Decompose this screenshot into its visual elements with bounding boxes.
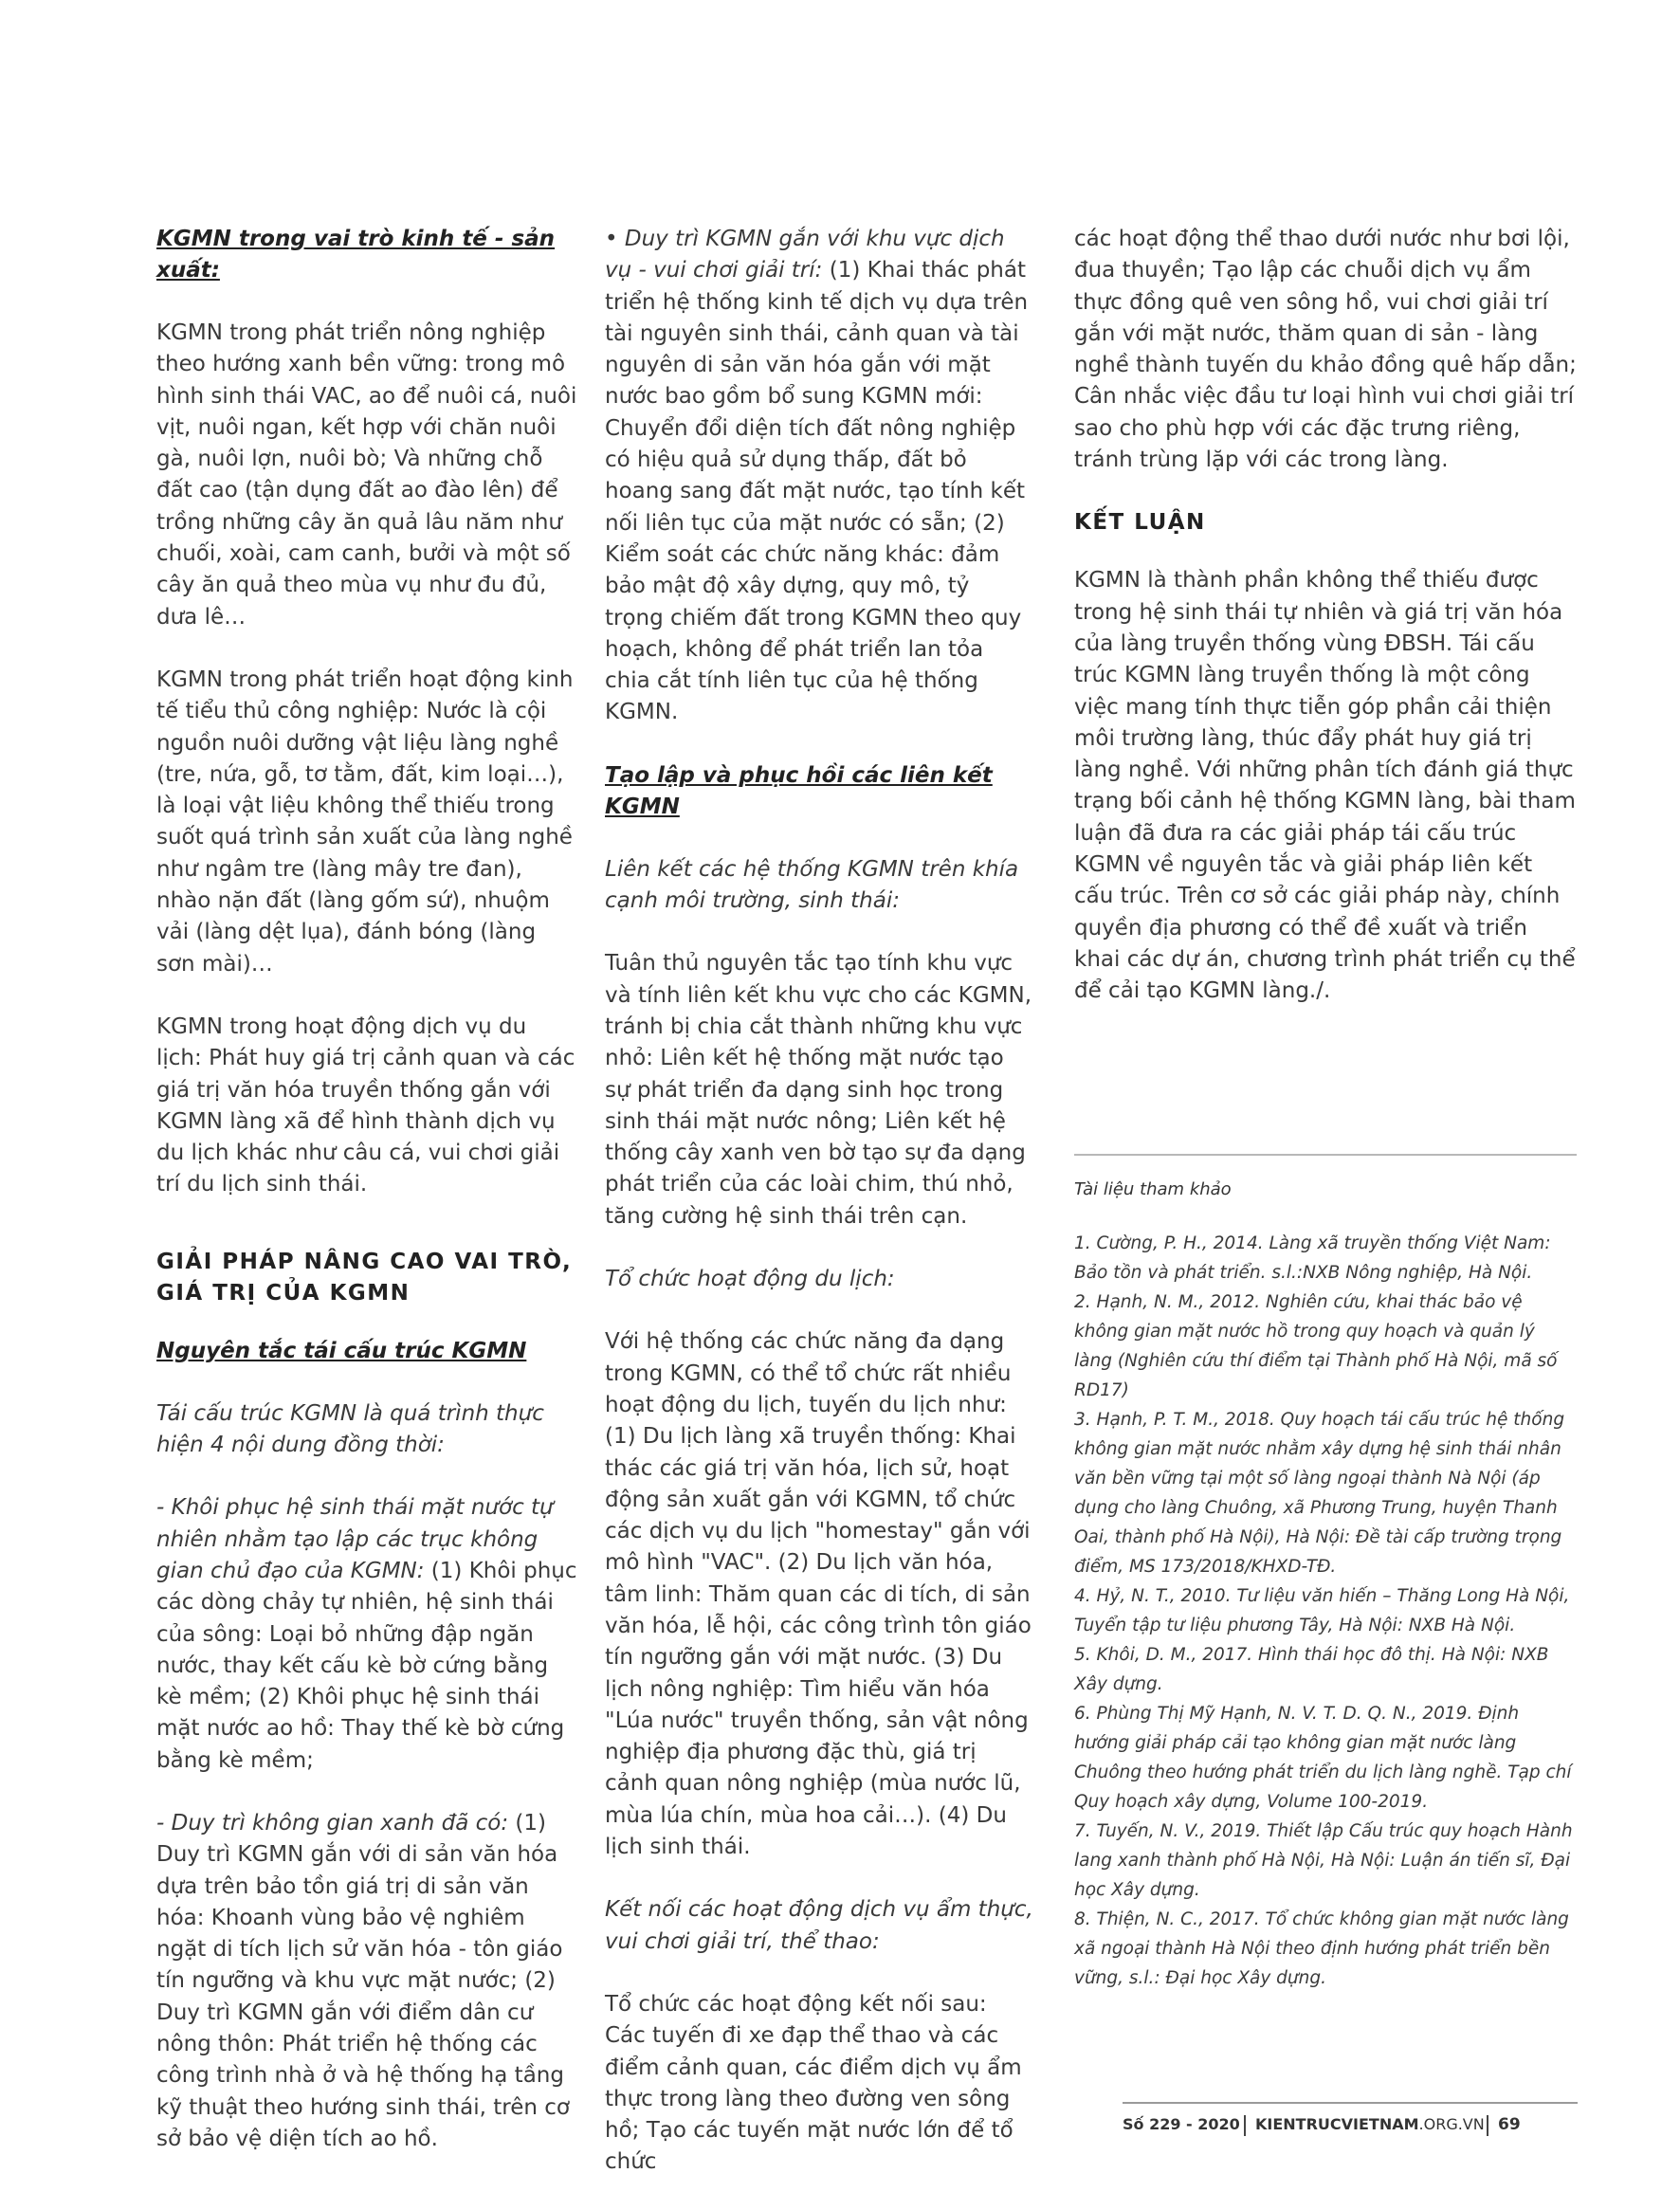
paragraph-body: (1) Khai thác phát triển hệ thống kinh tế dịch vụ dựa trên tài nguyên sinh thái, cảnh quan và tài nguyên di sản văn hóa gắn với mặt nước bao gồm bổ sung KGMN mới: Chuyển đổi diện tích đất nông nghiệp có hiệu quả sử dụng thấp, đất bỏ hoang sang đất mặt nước, tạo tính kết nối liên tục của mặt nước có sẵn; (2) Kiểm soát các chức năng khác: đảm bảo mật độ xây dựng, quy mô, tỷ trọng chiếm đất trong KGMN theo quy hoạch, không để phát triển lan tỏa chia cắt tính liên tục của hệ thống KGMN. bbox=[605, 258, 1029, 725]
paragraph: KGMN trong hoạt động dịch vụ du lịch: Phát huy giá trị cảnh quan và các giá trị văn hóa truyền thống gắn với KGMN làng xã để hình thành dịch vụ du lịch khác như câu cá, vui chơi giải trí du lịch sinh thái. bbox=[156, 1014, 575, 1197]
section-heading-conclusion: KẾT LUẬN bbox=[1074, 510, 1206, 536]
column-2 bbox=[605, 224, 1033, 2210]
reference-item: 2. Hạnh, N. M., 2012. Nghiên cứu, khai thác bảo vệ không gian mặt nước hồ trong quy hoạch và quản lý làng (Nghiên cứu thí điểm tại Thành phố Hà Nội, mã số RD17) bbox=[1074, 1292, 1558, 1400]
paragraph-italic: Tổ chức hoạt động du lịch: bbox=[605, 1267, 895, 1292]
footer-divider bbox=[1123, 2102, 1578, 2104]
site-name-bold: KIENTRUCVIETNAM bbox=[1255, 2115, 1419, 2133]
paragraph: Tuân thủ nguyên tắc tạo tính khu vực và tính liên kết khu vực cho các KGMN, tránh bị chia cắt thành những khu vực nhỏ: Liên kết hệ thống mặt nước tạo sự phát triển đa dạng sinh học trong sinh thái mặt nước nông; Liên kết hệ thống cây xanh ven bờ tạo sự đa dạng phát triển của các loài chim, thú nhỏ, tăng cường hệ sinh thái trên cạn. bbox=[605, 951, 1032, 1229]
site-name bbox=[1255, 2115, 1485, 2133]
footer-separator bbox=[1244, 2115, 1246, 2136]
italic-lead: • Duy trì KGMN gắn với khu vực dịch vụ - vui chơi giải trí: bbox=[605, 227, 1005, 283]
reference-item: 6. Phùng Thị Mỹ Hạnh, N. V. T. D. Q. N., 2019. Định hướng giải pháp cải tạo không gian mặt nước làng Chuông theo hướng phát triển du lịch làng nghề. Tạp chí Quy hoạch xây dựng, Volume 100-2019. bbox=[1074, 1704, 1572, 1812]
paragraph bbox=[156, 1808, 578, 2155]
paragraph: KGMN trong phát triển hoạt động kinh tế tiểu thủ công nghiệp: Nước là cội nguồn nuôi dưỡng vật liệu làng nghề (tre, nứa, gỗ, tơ tằm, đất, kim loại…), là loại vật liệu không thể thiếu trong suốt quá trình sản xuất của làng nghề như ngâm tre (làng mây tre đan), nhào nặn đất (làng gốm sứ), nhuộm vải (làng dệt lụa), đánh bóng (làng sơn mài)… bbox=[156, 667, 574, 977]
paragraph-italic: Tái cấu trúc KGMN là quá trình thực hiện 4 nội dung đồng thời: bbox=[156, 1400, 544, 1458]
paragraph bbox=[156, 1492, 578, 1777]
paragraph-body: (1) Duy trì KGMN gắn với di sản văn hóa dựa trên bảo tồn giá trị di sản văn hóa: Khoanh vùng bảo vệ nghiêm ngặt di tích lịch sử văn hóa - tôn giáo tín ngưỡng và khu vực mặt nước; (2) Duy trì KGMN gắn với điểm dân cư nông thôn: Phát triển hệ thống các công trình nhà ở và hệ thống hạ tầng kỹ thuật theo hướng sinh thái, trên cơ sở bảo vệ diện tích ao hồ. bbox=[156, 1810, 570, 2151]
paragraph: Tổ chức các hoạt động kết nối sau: Các tuyến đi xe đạp thể thao và các điểm cảnh quan, các điểm dịch vụ ẩm thực trong làng theo đường ven sông hồ; Tạo các tuyến mặt nước lớn để tổ chức bbox=[605, 1991, 1022, 2175]
footer-separator bbox=[1487, 2115, 1488, 2136]
reference-item: 5. Khôi, D. M., 2017. Hình thái học đô thị. Hà Nội: NXB Xây dựng. bbox=[1074, 1645, 1549, 1694]
site-name-domain: .ORG.VN bbox=[1418, 2115, 1485, 2133]
references-title: Tài liệu tham khảo bbox=[1074, 1179, 1232, 1199]
reference-item: 1. Cường, P. H., 2014. Làng xã truyền thống Việt Nam: Bảo tồn và phát triển. s.l.:NXB Nông nghiệp, Hà Nội. bbox=[1074, 1233, 1551, 1283]
paragraph-italic: Kết nối các hoạt động dịch vụ ẩm thực, vui chơi giải trí, thể thao: bbox=[605, 1897, 1033, 1954]
column-1 bbox=[156, 224, 578, 2186]
paragraph: các hoạt động thể thao dưới nước như bơi lội, đua thuyền; Tạo lập các chuỗi dịch vụ ẩm thực đồng quê ven sông hồ, vui chơi giải trí gắn với mặt nước, thăm quan di sản - làng nghề thành tuyến du khảo đồng quê hấp dẫn; Cân nhắc việc đầu tư loại hình vui chơi giải trí sao cho phù hợp với các đặc trưng riêng, tránh trùng lặp với các trong làng. bbox=[1074, 227, 1577, 473]
subheading-restructuring-principles: Nguyên tắc tái cấu trúc KGMN bbox=[156, 1338, 527, 1363]
reference-item: 4. Hỷ, N. T., 2010. Tư liệu văn hiến – Thăng Long Hà Nội, Tuyển tập tư liệu phương Tây, Hà Nội: NXB Hà Nội. bbox=[1074, 1586, 1570, 1635]
italic-lead: - Khôi phục hệ sinh thái mặt nước tự nhiên nhằm tạo lập các trục không gian chủ đạo của KGMN: bbox=[156, 1495, 554, 1583]
page-number: 69 bbox=[1498, 2115, 1521, 2134]
reference-item: 3. Hạnh, P. T. M., 2018. Quy hoạch tái cấu trúc hệ thống không gian mặt nước nhằm xây dựng hệ sinh thái nhân văn bền vững tại một số làng ngoại thành Nà Nội (áp dụng cho làng Chuông, xã Phương Trung, huyện Thanh Oai, thành phố Hà Nội), Hà Nội: Đề tài cấp trường trọng điểm, MS 173/2018/KHXD-TĐ. bbox=[1074, 1410, 1565, 1577]
paragraph bbox=[605, 224, 1033, 729]
paragraph: KGMN là thành phần không thể thiếu được trong hệ sinh thái tự nhiên và giá trị văn hóa của làng truyền thống vùng ĐBSH. Tái cấu trúc KGMN làng truyền thống là một công việc mang tính thực tiễn góp phần cải thiện môi trường làng, thúc đẩy phát huy giá trị làng nghề. Với những phân tích đánh giá thực trạng bối cảnh hệ thống KGMN làng, bài tham luận đã đưa ra các giải pháp tái cấu trúc KGMN về nguyên tắc và giải pháp liên kết cấu trúc. Trên cơ sở các giải pháp này, chính quyền địa phương có thể đề xuất và triển khai các dự án, chương trình phát triển cụ thể để cải tạo KGMN làng./. bbox=[1074, 568, 1576, 1004]
subheading-links: Tạo lập và phục hồi các liên kết KGMN bbox=[605, 762, 993, 819]
issue-number: Số 229 - 2020 bbox=[1123, 2115, 1240, 2133]
italic-lead: - Duy trì không gian xanh đã có: bbox=[156, 1810, 509, 1836]
reference-item: 8. Thiện, N. C., 2017. Tổ chức không gian mặt nước làng xã ngoại thành Hà Nội theo định hướng phát triển bền vững, s.l.: Đại học Xây dựng. bbox=[1074, 1909, 1569, 1988]
paragraph: Với hệ thống các chức năng đa dạng trong KGMN, có thể tổ chức rất nhiều hoạt động du lịch, tuyến du lịch như: (1) Du lịch làng xã truyền thống: Khai thác các giá trị văn hóa, lịch sử, hoạt động sản xuất gắn với KGMN, tổ chức các dịch vụ du lịch "homestay" gắn với mô hình "VAC". (2) Du lịch văn hóa, tâm linh: Thăm quan các di tích, di sản văn hóa, lễ hội, các công trình tôn giáo tín ngưỡng gắn với mặt nước. (3) Du lịch nông nghiệp: Tìm hiểu văn hóa "Lúa nước" truyền thống, sản vật nông nghiệp địa phương đặc thù, giá trị cảnh quan nông nghiệp (mùa nước lũ, mùa lúa chín, mùa hoa cải…). (4) Du lịch sinh thái. bbox=[605, 1329, 1032, 1860]
page-footer bbox=[1123, 2115, 1578, 2140]
section-heading-solutions: GIẢI PHÁP NÂNG CAO VAI TRÒ, GIÁ TRỊ CỦA KGMN bbox=[156, 1249, 573, 1306]
references-divider bbox=[1074, 1154, 1577, 1156]
reference-item: 7. Tuyến, N. V., 2019. Thiết lập Cấu trúc quy hoạch Hành lang xanh thành phố Hà Nội, Hà Nội: Luận án tiến sĩ, Đại học Xây dựng. bbox=[1074, 1821, 1573, 1900]
references bbox=[1074, 1179, 1577, 1993]
paragraph-italic: Liên kết các hệ thống KGMN trên khía cạnh môi trường, sinh thái: bbox=[605, 856, 1019, 914]
paragraph-body: (1) Khôi phục các dòng chảy tự nhiên, hệ sinh thái của sông: Loại bỏ những đập ngăn nước, thay kết cấu kè bờ cứng bằng kè mềm; (2) Khôi phục hệ sinh thái mặt nước ao hồ: Thay thế kè bờ cứng bằng kè mềm; bbox=[156, 1558, 577, 1773]
column-3 bbox=[1074, 224, 1577, 1039]
paragraph: KGMN trong phát triển nông nghiệp theo hướng xanh bền vững: trong mô hình sinh thái VAC, ao để nuôi cá, nuôi vịt, nuôi ngan, kết hợp với chăn nuôi gà, nuôi lợn, nuôi bò; Và những chỗ đất cao (tận dụng đất ao đào lên) để trồng những cây ăn quả lâu năm như chuối, xoài, cam canh, bưởi và một số cây ăn quả theo mùa vụ như đu đủ, dưa lê… bbox=[156, 320, 577, 630]
subheading-economic-role: KGMN trong vai trò kinh tế - sản xuất: bbox=[156, 227, 556, 283]
